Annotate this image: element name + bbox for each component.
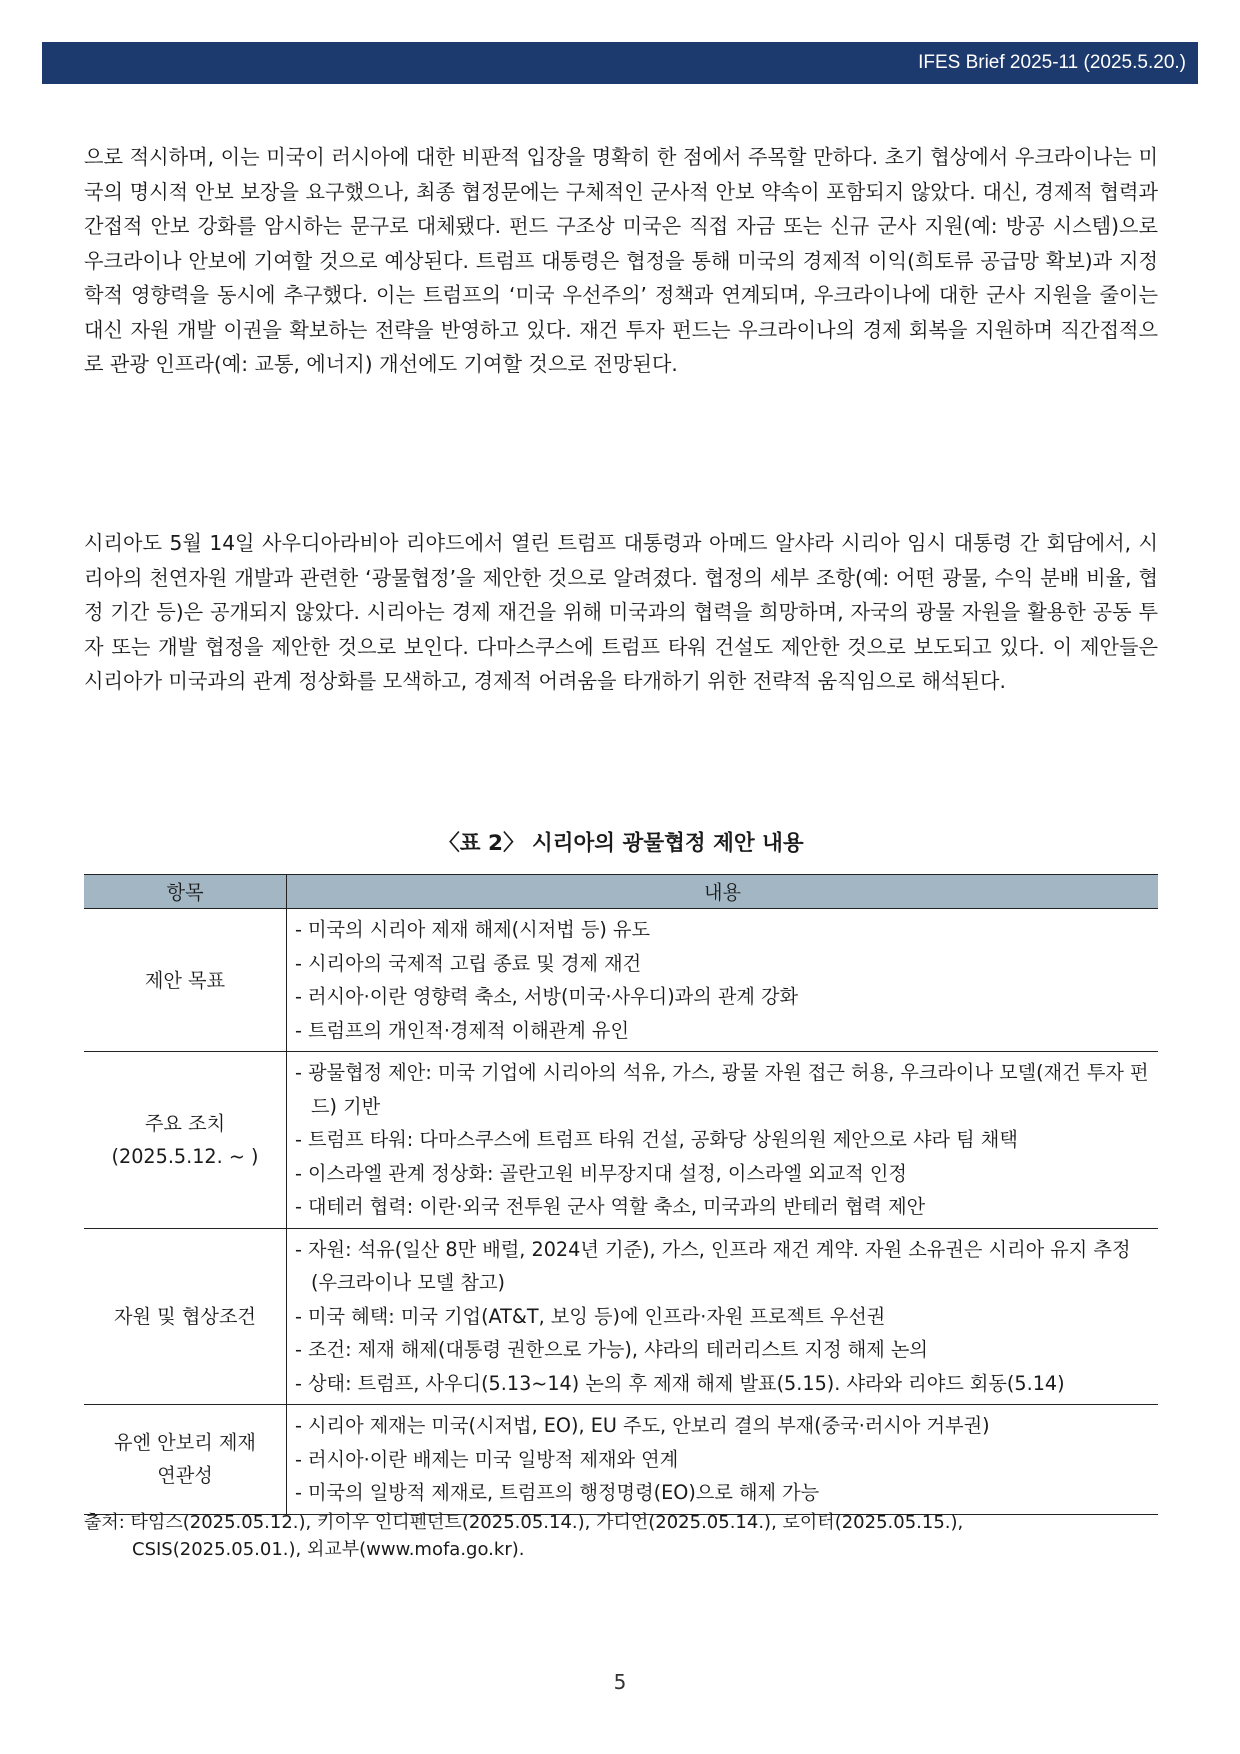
- row-item: [84, 1228, 287, 1405]
- row-content: [287, 909, 1159, 1052]
- content-line: - 대테러 협력: 이란·외국 전투원 군사 역할 축소, 미국과의 반테러 협력 제안: [295, 1195, 926, 1218]
- row-content: [287, 1052, 1159, 1229]
- header-item: 항목: [84, 875, 287, 909]
- page-number: 5: [613, 1670, 627, 1694]
- row-item: [84, 909, 287, 1052]
- row-item-sublabel: (2025.5.12. ~ ): [111, 1144, 259, 1168]
- body-paragraph-1: 으로 적시하며, 이는 미국이 러시아에 대한 비판적 입장을 명확히 한 점에서 주목할 만하다. 초기 협상에서 우크라이나는 미국의 명시적 안보 보장을 요구했으나, 최종 협정문에는 구체적인 군사적 안보 약속이 포함되지 않았다. 대신, 경제적 협력과 간접적 안보 강화를 암시하는 문구로 대체됐다. 펀드 구조상 미국은 직접 자금 또는 신규 군사 지원(예: 방공 시스템)으로 우크라이나 안보에 기여할 것으로 예상된다. 트럼프 대통령은 협정을 통해 미국의 경제적 이익(희토류 공급망 확보)과 지정학적 영향력을 동시에 추구했다. 이는 트럼프의 ‘미국 우선주의’ 정책과 연계되며, 우크라이나에 대한 군사 지원을 줄이는 대신 자원 개발 이권을 확보하는 전략을 반영하고 있다. 재건 투자 펀드는 우크라이나의 경제 회복을 지원하며 직간접적으로 관광 인프라(예: 교통, 에너지) 개선에도 기여할 것으로 전망된다.: [84, 145, 1158, 376]
- content-line: - 상태: 트럼프, 사우디(5.13~14) 논의 후 제재 해제 발표(5.15). 샤라와 리야드 회동(5.14): [295, 1371, 1065, 1395]
- content-line: - 러시아·이란 영향력 축소, 서방(미국·사우디)과의 관계 강화: [295, 985, 799, 1008]
- table-row: [84, 1405, 1158, 1515]
- proposal-table: [84, 874, 1158, 1515]
- content-line: - 러시아·이란 배제는 미국 일방적 제재와 연계: [295, 1447, 679, 1471]
- table-row: [84, 1052, 1158, 1229]
- content-line: - 광물협정 제안: 미국 기업에 시리아의 석유, 가스, 광물 자원 접근 허용, 우크라이나 모델(재건 투자 펀드) 기반: [295, 1061, 1149, 1118]
- row-item-label: 제안 목표: [144, 968, 226, 992]
- content-line: - 미국의 시리아 제재 해제(시저법 등) 유도: [295, 918, 651, 941]
- body-paragraph-2: 시리아도 5월 14일 사우디아라비아 리야드에서 열린 트럼프 대통령과 아메드 알샤라 시리아 임시 대통령 간 회담에서, 시리아의 천연자원 개발과 관련한 ‘광물협정’을 제안한 것으로 알려졌다. 협정의 세부 조항(예: 어떤 광물, 수익 분배 비율, 협정 기간 등)은 공개되지 않았다. 시리아는 경제 재건을 위해 미국과의 협력을 희망하며, 자국의 광물 자원을 활용한 공동 투자 또는 개발 협정을 제안한 것으로 보인다. 다마스쿠스에 트럼프 타워 건설도 제안한 것으로 보도되고 있다. 이 제안들은 시리아가 미국과의 관계 정상화를 모색하고, 경제적 어려움을 타개하기 위한 전략적 움직임으로 해석된다.: [84, 531, 1158, 693]
- row-item: [84, 1405, 287, 1515]
- row-item-sublabel: 연관성: [157, 1464, 213, 1488]
- content-line: - 미국 혜택: 미국 기업(AT&T, 보잉 등)에 인프라·자원 프로젝트 우선권: [295, 1304, 886, 1328]
- table-row: [84, 1228, 1158, 1405]
- table-row: [84, 909, 1158, 1052]
- content-line: - 자원: 석유(일산 8만 배럴, 2024년 기준), 가스, 인프라 재건 계약. 자원 소유권은 시리아 유지 추정(우크라이나 모델 참고): [295, 1237, 1131, 1294]
- content-line: - 이스라엘 관계 정상화: 골란고원 비무장지대 설정, 이스라엘 외교적 인정: [295, 1161, 907, 1185]
- row-content: [287, 1405, 1159, 1515]
- content-line: - 트럼프 타워: 다마스쿠스에 트럼프 타워 건설, 공화당 상원의원 제안으로 샤라 팀 채택: [295, 1128, 1018, 1151]
- row-item-label: 주요 조치: [144, 1111, 226, 1135]
- header-title: IFES Brief 2025-11 (2025.5.20.): [918, 52, 1186, 73]
- content-line: - 미국의 일방적 제재로, 트럼프의 행정명령(EO)으로 해제 가능: [295, 1481, 820, 1504]
- table-caption: 〈표 2〉 시리아의 광물협정 제안 내용: [438, 831, 804, 856]
- source-line-2: CSIS(2025.05.01.), 외교부(www.mofa.go.kr).: [132, 1539, 525, 1560]
- content-line: - 트럼프의 개인적·경제적 이해관계 유인: [295, 1018, 629, 1042]
- row-content: [287, 1228, 1159, 1405]
- content-line: - 시리아 제재는 미국(시저법, EO), EU 주도, 안보리 결의 부재(중국·러시아 거부권): [295, 1414, 990, 1437]
- header-content: 내용: [287, 875, 1159, 909]
- row-item: [84, 1052, 287, 1229]
- content-line: - 조건: 제재 해제(대통령 권한으로 가능), 샤라의 테러리스트 지정 해제 논의: [295, 1338, 928, 1361]
- row-item-label: 자원 및 협상조건: [114, 1304, 256, 1328]
- source-line-1: 출처: 타임스(2025.05.12.), 키이우 인디펜던트(2025.05.14.), 가디언(2025.05.14.), 로이터(2025.05.15.),: [84, 1512, 964, 1533]
- row-item-label: 유엔 안보리 제재: [114, 1431, 256, 1455]
- header-bar: [42, 42, 1198, 84]
- table-header-row: [84, 875, 1158, 909]
- source-note: [84, 1509, 1164, 1563]
- content-line: - 시리아의 국제적 고립 종료 및 경제 재건: [295, 951, 642, 975]
